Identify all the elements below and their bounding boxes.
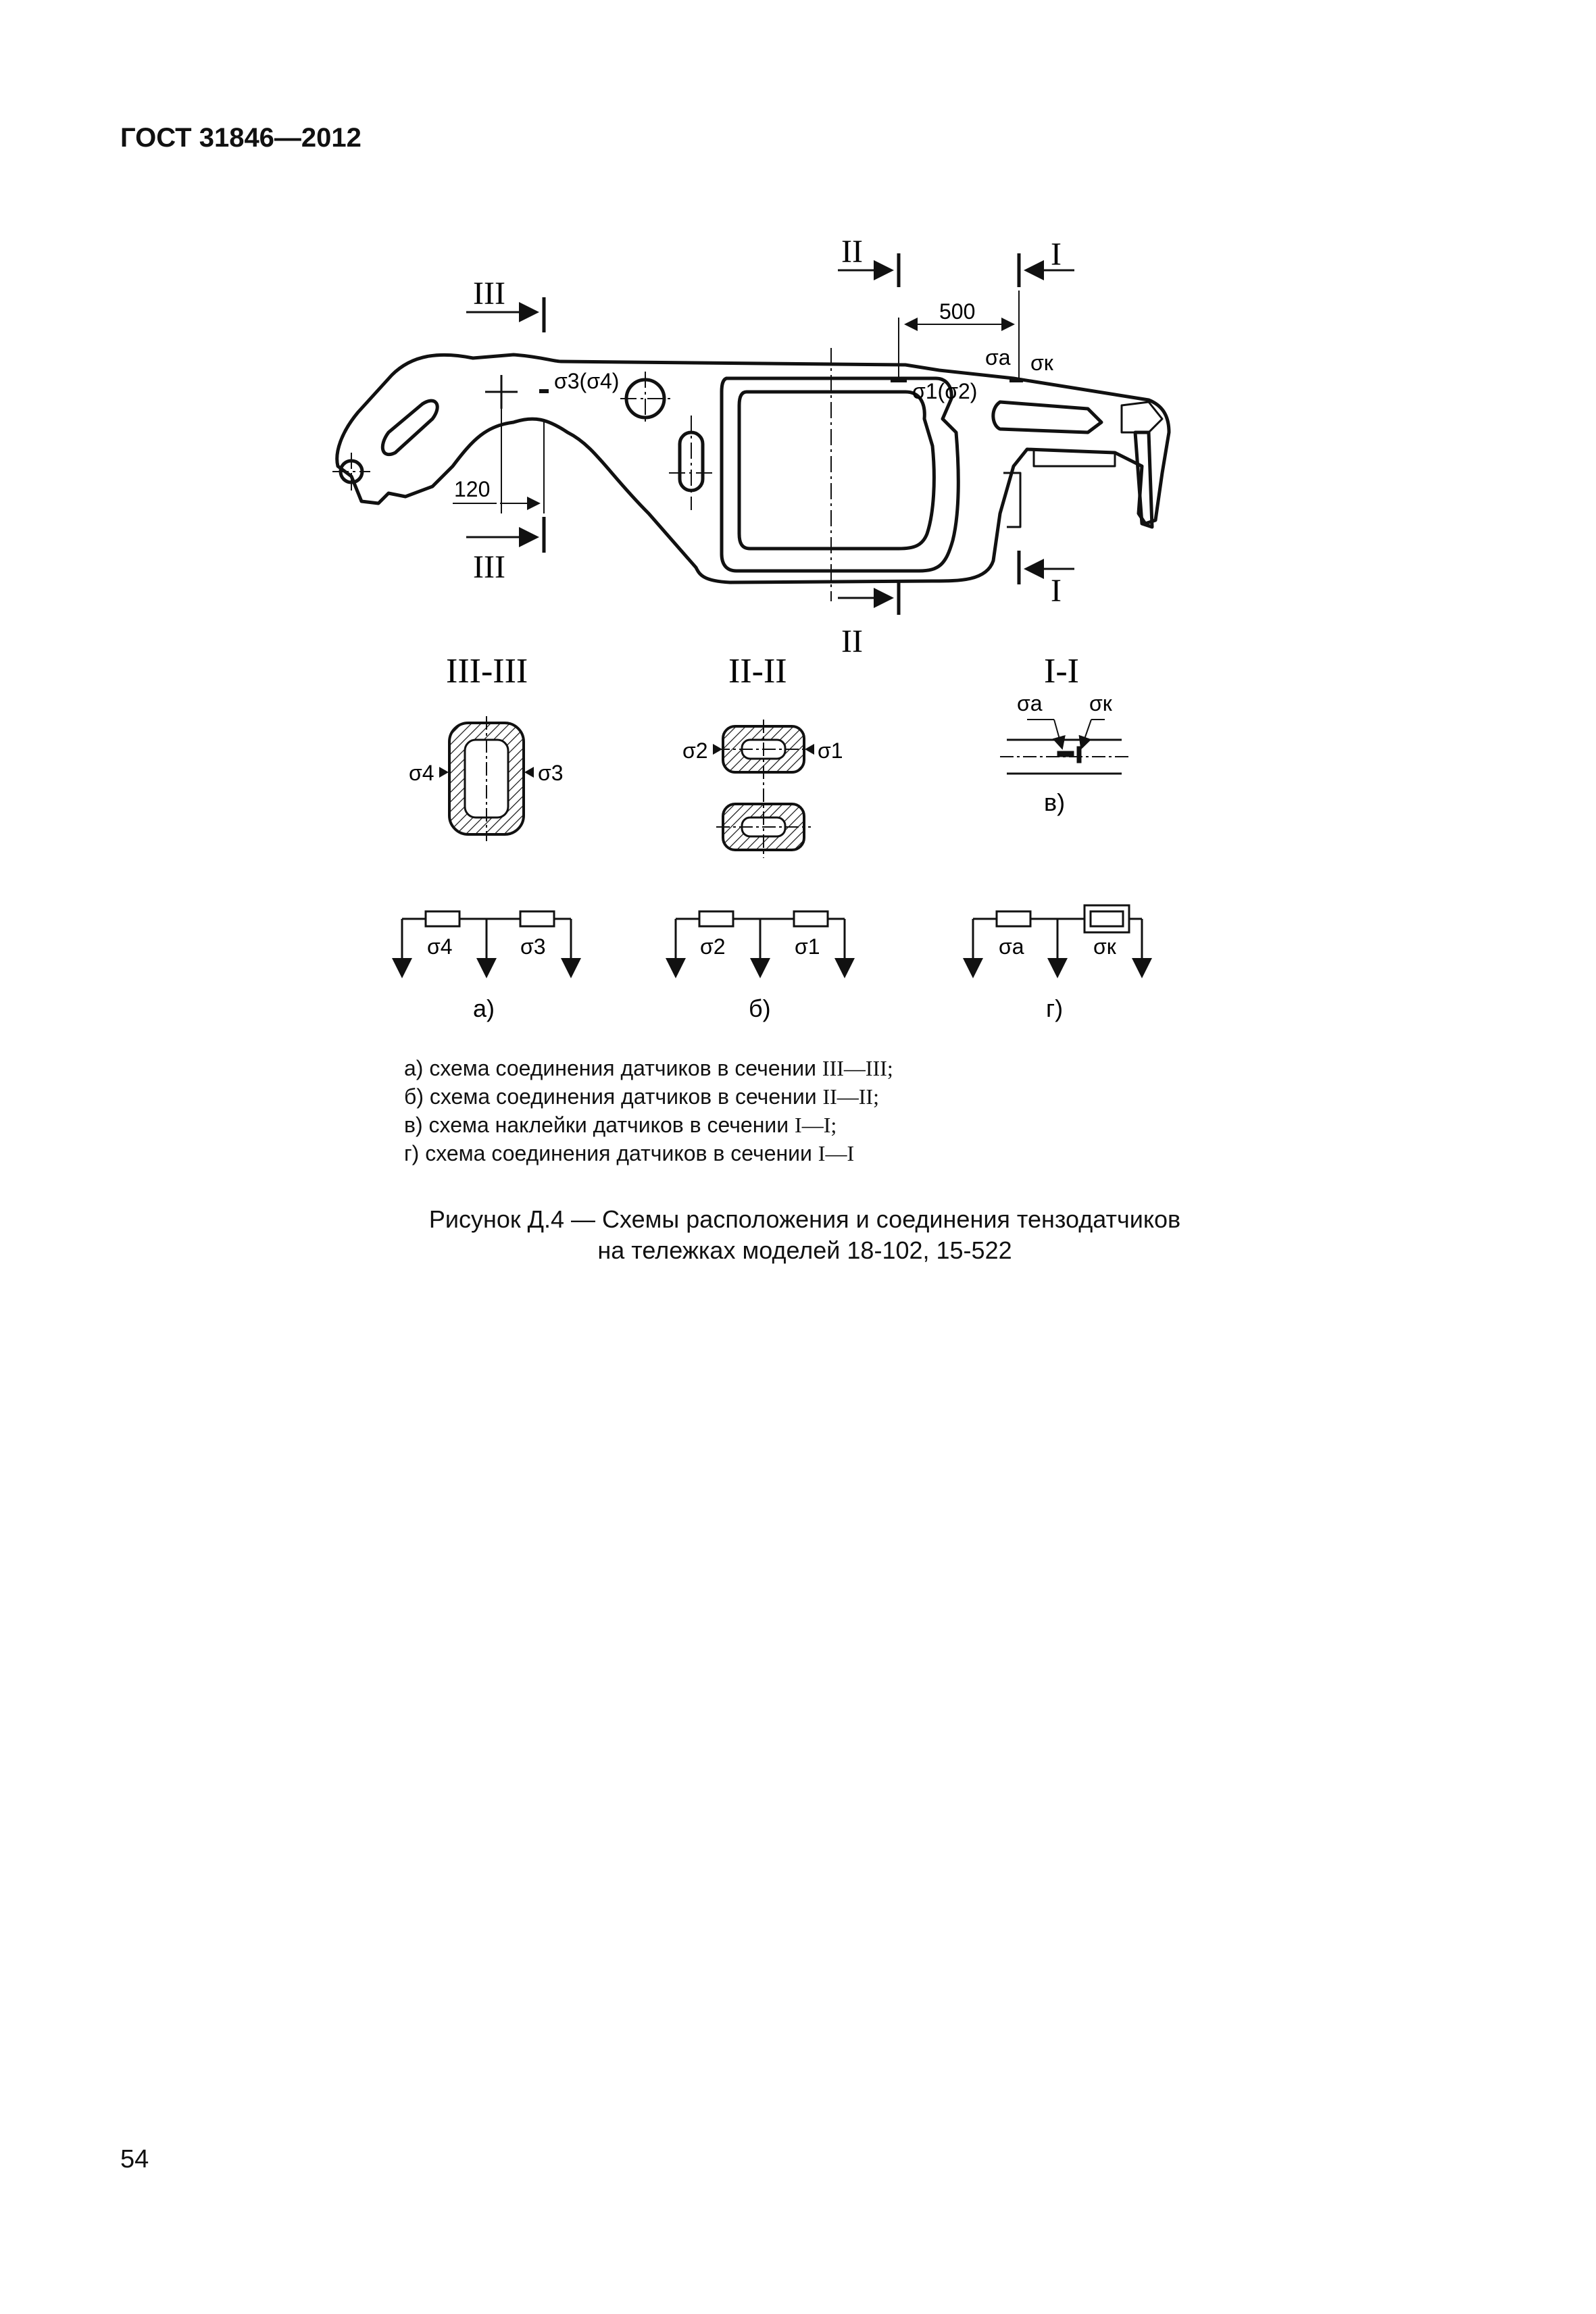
circuit-a-right: σ3 (520, 934, 546, 959)
section-iii-right-label: σ3 (538, 761, 564, 785)
label-sigma-k: σк (1030, 351, 1053, 375)
section-label-i-top: I (1051, 236, 1062, 272)
dimension-500: 500 (939, 299, 976, 324)
section-title-ii: II-II (728, 652, 787, 690)
circuit-b-right: σ1 (795, 934, 820, 959)
section-iii-left-label: σ4 (409, 761, 434, 785)
section-label-ii-bottom: II (841, 624, 863, 659)
legend-item-a: а) схема соединения датчиков в сечении III—III; (404, 1056, 893, 1080)
figure-legend (404, 1054, 893, 1167)
section-i-sigma-k: σк (1089, 691, 1112, 715)
section-title-i: I-I (1044, 652, 1079, 690)
sensor-marker-iii (485, 375, 518, 409)
figure-caption (0, 1204, 1596, 1266)
circuit-g-letter: г) (1046, 995, 1064, 1022)
circuit-b-left: σ2 (700, 934, 726, 959)
legend-item-v: в) схема наклейки датчиков в сечении I—I; (404, 1113, 837, 1137)
section-ii-left-label: σ2 (682, 738, 708, 763)
section-label-iii-top: III (473, 276, 505, 311)
section-label-iii-bottom: III (473, 549, 505, 585)
section-title-iii: III-III (446, 652, 528, 690)
section-label-i-bottom: I (1051, 573, 1062, 609)
circuit-g-left: σa (999, 934, 1024, 959)
section-i-letter: в) (1044, 788, 1066, 816)
legend-item-g: г) схема соединения датчиков в сечении I—I (404, 1141, 855, 1165)
legend-item-b: б) схема соединения датчиков в сечении II—II; (404, 1084, 879, 1109)
section-label-ii-top: II (841, 234, 863, 270)
figure-caption-line2: на тележках моделей 18-102, 15-522 (597, 1236, 1012, 1264)
section-markers (466, 253, 1074, 615)
circuit-a-letter: а) (473, 995, 495, 1022)
circuit-g-right: σк (1093, 934, 1116, 959)
figure-caption-line1: Рисунок Д.4 — Схемы расположения и соединения тензодатчиков (428, 1205, 1181, 1233)
side-frame-outline (337, 355, 1169, 582)
document-header: ГОСТ 31846—2012 (120, 123, 361, 153)
section-i-detail (1000, 720, 1128, 774)
section-iii-shape (439, 716, 534, 841)
label-sigma-a: σa (985, 345, 1011, 370)
label-sigma3-4: σ3(σ4) (554, 369, 620, 393)
page-number: 54 (120, 2145, 149, 2173)
circuit-a-left: σ4 (427, 934, 453, 959)
circuit-b-letter: б) (749, 995, 771, 1022)
section-ii-shape (713, 720, 814, 858)
dimension-120: 120 (454, 477, 491, 501)
section-i-sigma-a: σa (1017, 691, 1043, 715)
label-sigma1-2: σ1(σ2) (912, 379, 978, 403)
section-ii-right-label: σ1 (818, 738, 843, 763)
